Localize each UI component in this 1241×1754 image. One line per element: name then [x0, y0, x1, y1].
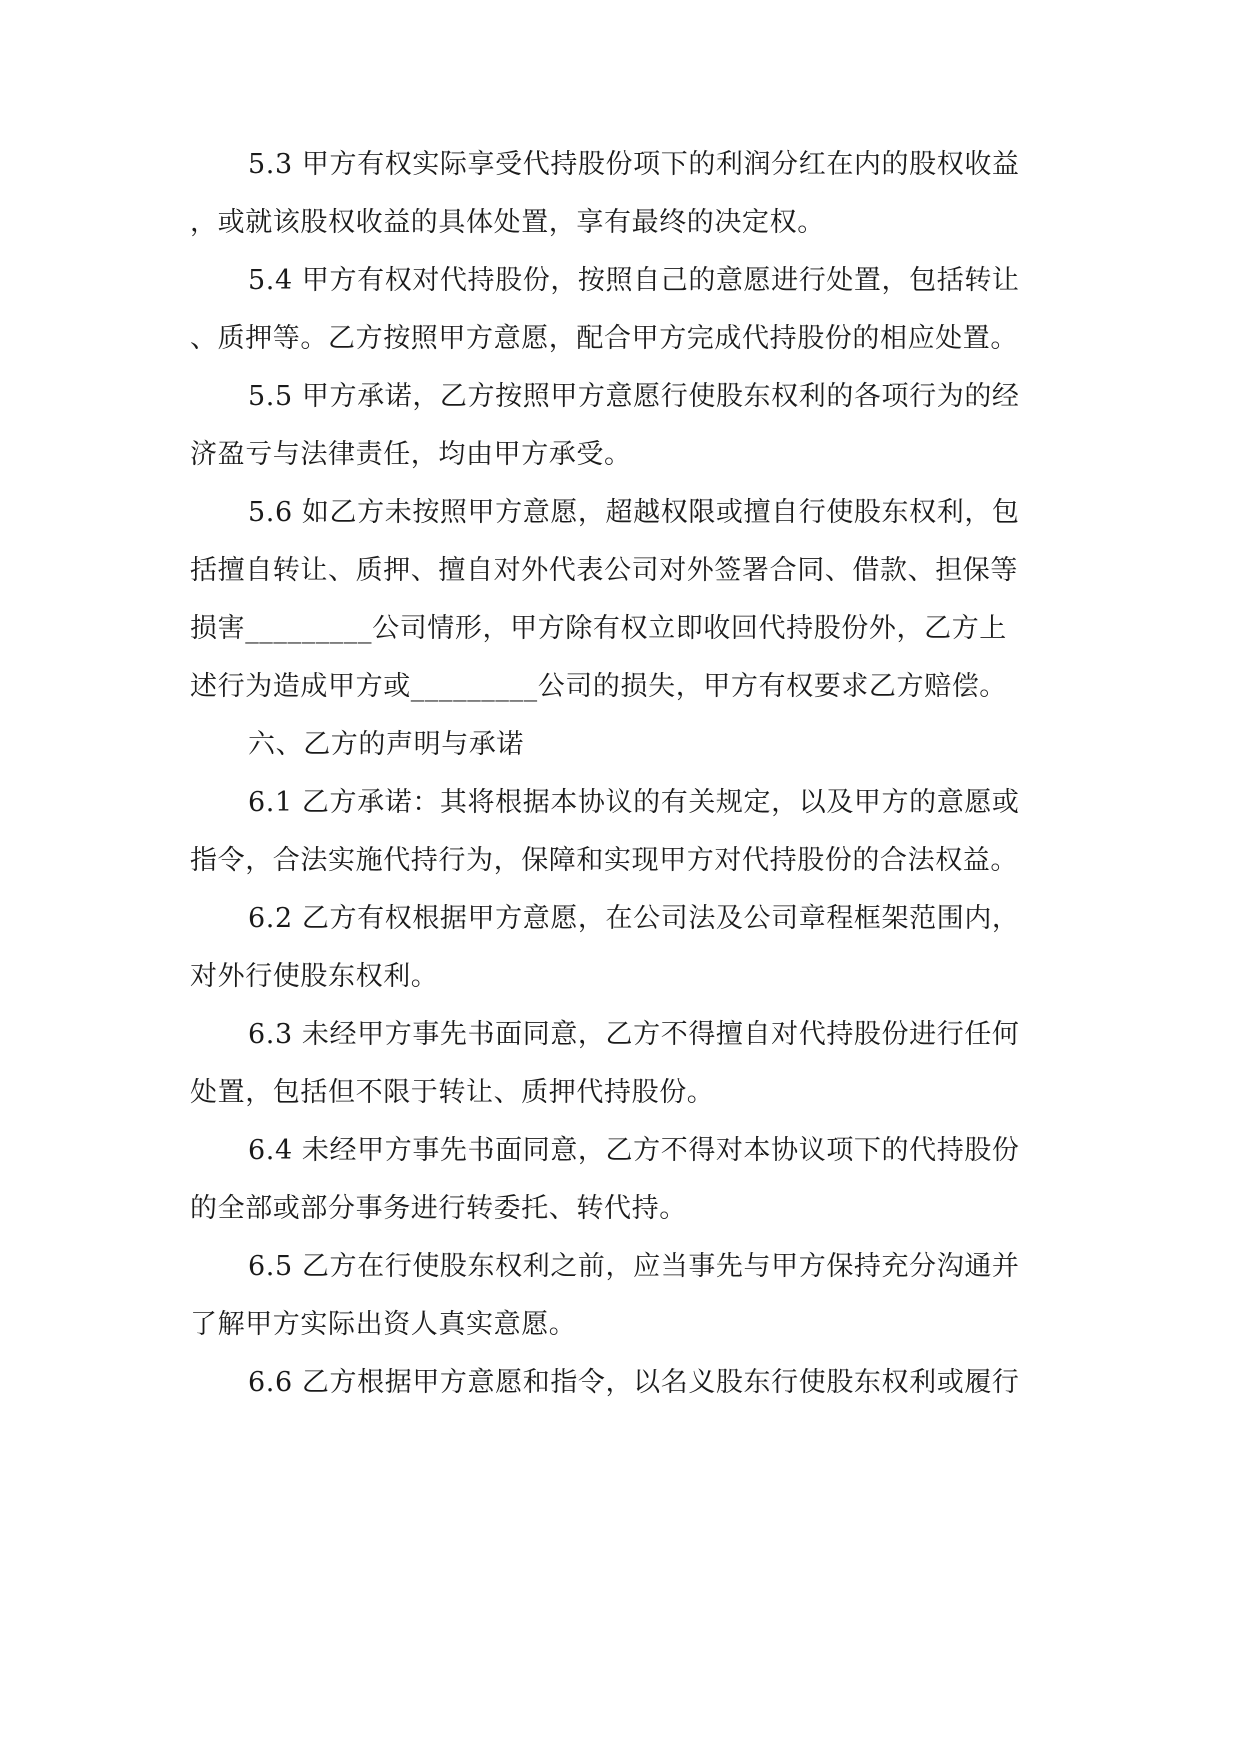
text-line: 6.5 乙方在行使股东权利之前，应当事先与甲方保持充分沟通并 — [248, 1251, 1020, 1282]
text-line: 损害_________公司情形，甲方除有权立即收回代持股份外，乙方上 — [190, 613, 1007, 644]
text-line: 括擅自转让、质押、擅自对外代表公司对外签署合同、借款、担保等 — [190, 555, 1018, 586]
text-line: 了解甲方实际出资人真实意愿。 — [190, 1309, 577, 1340]
text-line: 处置，包括但不限于转让、质押代持股份。 — [190, 1077, 715, 1108]
text-line: 6.2 乙方有权根据甲方意愿，在公司法及公司章程框架范围内， — [248, 903, 1020, 934]
text-line: ，或就该股权收益的具体处置，享有最终的决定权。 — [190, 207, 825, 238]
section-heading: 六、乙方的声明与承诺 — [248, 729, 524, 760]
text-line: 济盈亏与法律责任，均由甲方承受。 — [190, 439, 632, 470]
text-line: 6.4 未经甲方事先书面同意，乙方不得对本协议项下的代持股份 — [248, 1135, 1020, 1166]
text-line: 6.1 乙方承诺：其将根据本协议的有关规定，以及甲方的意愿或 — [248, 787, 1020, 818]
text-line: 6.3 未经甲方事先书面同意，乙方不得擅自对代持股份进行任何 — [248, 1019, 1020, 1050]
text-line: 的全部或部分事务进行转委托、转代持。 — [190, 1193, 687, 1224]
text-line: 述行为造成甲方或_________公司的损失，甲方有权要求乙方赔偿。 — [190, 671, 1007, 702]
text-line: 5.4 甲方有权对代持股份，按照自己的意愿进行处置，包括转让 — [248, 265, 1020, 296]
text-line: 、质押等。乙方按照甲方意愿，配合甲方完成代持股份的相应处置。 — [190, 323, 1018, 354]
text-line: 5.5 甲方承诺，乙方按照甲方意愿行使股东权利的各项行为的经 — [248, 381, 1020, 412]
text-line: 5.6 如乙方未按照甲方意愿，超越权限或擅自行使股东权利，包 — [248, 497, 1020, 528]
text-line: 6.6 乙方根据甲方意愿和指令，以名义股东行使股东权利或履行 — [248, 1367, 1020, 1398]
text-line: 对外行使股东权利。 — [190, 961, 439, 992]
text-line: 5.3 甲方有权实际享受代持股份项下的利润分红在内的股权收益 — [248, 149, 1020, 180]
text-line: 指令，合法实施代持行为，保障和实现甲方对代持股份的合法权益。 — [190, 845, 1018, 876]
